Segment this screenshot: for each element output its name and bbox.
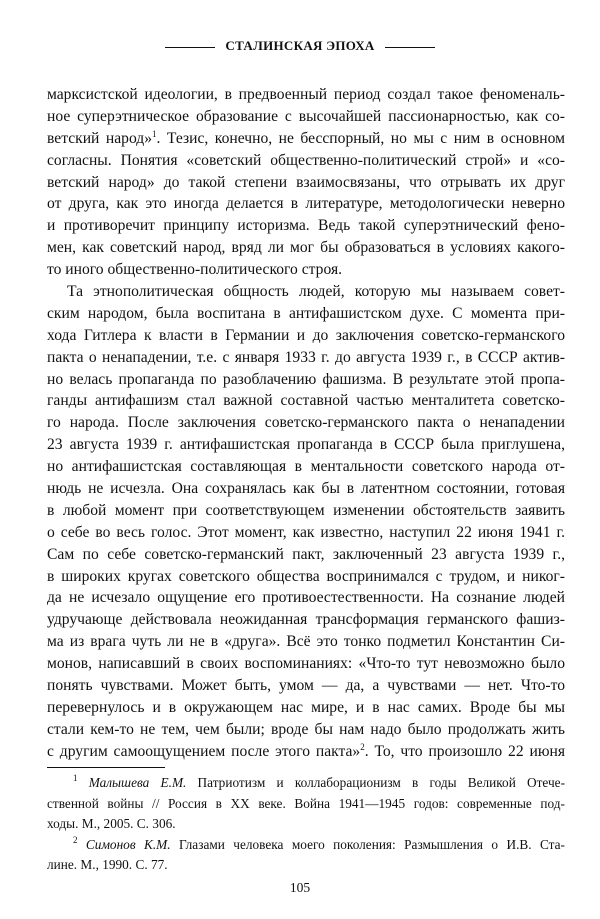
running-header — [0, 38, 600, 54]
text-line: стали кем-то не тем, чем были; вроде бы нам надо было продолжать жить — [47, 720, 565, 738]
text-line: о себе во весь голос. Этот момент, как известно, наступил 22 июня 1941 г. — [47, 523, 565, 541]
text-segment: ветский народ» — [47, 129, 153, 147]
paragraph — [47, 84, 565, 281]
text-line: в любой момент при соответствующем изменении обстоятельств заявить — [47, 501, 565, 519]
footnote-line — [47, 835, 565, 856]
text-line: согласны. Понятия «советский общественно-политический строй» и «со- — [47, 151, 565, 169]
footnote-line — [47, 773, 565, 794]
text-line: пакта о ненападении, т.е. с января 1933 г. до августа 1939 г., в СССР актив- — [47, 348, 565, 366]
text-line: го народа. После заключения советско-германского пакта о ненападении — [47, 414, 565, 432]
footnote-text: Глазами человека моего поколения: Размышления о И.В. Ста- — [170, 836, 565, 852]
header-rule-left — [165, 47, 215, 48]
text-line: ма из врага чуть ли не в «друга». Всё это тонко подметил Константин Си- — [47, 633, 565, 651]
footnote-line: ходы. М., 2005. С. 306. — [47, 816, 176, 831]
text-line: но велась пропаганда по разоблачению фашизма. В результате этой пропа- — [47, 370, 565, 388]
text-line: да не исчезало ощущение его противоестественности. На сознание людей — [47, 589, 565, 607]
text-line: в широких кругах советского общества воспринимался с трудом, и никог- — [47, 567, 565, 585]
footnote — [47, 835, 565, 876]
footnotes — [47, 773, 565, 876]
text-line: ганды антифашизм стал важной составной частью менталитета советско- — [47, 392, 565, 410]
footnote-number: 2 — [73, 834, 78, 845]
footnote-ref: 2 — [360, 741, 365, 752]
text-line — [47, 741, 565, 763]
text-line — [47, 128, 565, 150]
text-line: но антифашистская составляющая в ментальности советского народа от- — [47, 458, 565, 476]
text-segment: . Тезис, конечно, не бесспорный, но мы с ним в основном — [156, 129, 565, 147]
header-title: СТАЛИНСКАЯ ЭПОХА — [225, 38, 375, 53]
text-line: марксистской идеологии, в предвоенный период создал такое феноменаль- — [47, 86, 565, 103]
text-line: понять чувствами. Может быть, умом — да, а чувствами — нет. Что-то — [47, 677, 565, 695]
footnote-number: 1 — [73, 773, 78, 783]
text-line: и противоречит принципу историзма. Ведь такой суперэтнический фено- — [47, 217, 565, 235]
text-line: монов, написавший в своих воспоминаниях: «Что-то тут невозможно было — [47, 655, 565, 673]
footnote-author: Симонов К.М. — [85, 836, 171, 852]
footnote-text: Патриотизм и коллаборационизм в годы Великой Отече- — [186, 775, 566, 790]
text-line: перевернулось и в окружающем нас мире, и в нас самих. Вроде бы мы — [47, 698, 565, 716]
footnote-ref: 1 — [152, 128, 157, 139]
text-segment: с другим самоощущением после этого пакта» — [47, 742, 361, 760]
text-segment: . То, что произошло 22 июня — [364, 742, 565, 760]
paragraph — [47, 281, 565, 763]
text-line: 23 августа 1939 г. антифашистская пропаганда в СССР была приглушена, — [47, 436, 565, 454]
text-line: ветский народ» до такой степени взаимосвязаны, что отрывать их друг — [47, 173, 565, 191]
footnote — [47, 773, 565, 835]
footnote-line: ственной войны // Россия в XX веке. Война 1941—1945 годов: современные под- — [47, 795, 565, 811]
text-line: от друга, как это иногда делается в литературе, методологически неверно — [47, 195, 565, 213]
footnote-line: лине. М., 1990. С. 77. — [47, 857, 168, 872]
footnote-separator — [47, 767, 165, 768]
text-line: Сам по себе советско-германский пакт, заключенный 23 августа 1939 г., — [47, 545, 565, 563]
text-line: ное суперэтническое образование с высочайшей пассионарностью, как со- — [47, 107, 565, 125]
header-rule-right — [385, 47, 435, 48]
page-number: 105 — [289, 880, 311, 895]
body-text — [47, 84, 565, 763]
footnote-author: Малышева Е.М. — [88, 775, 187, 790]
text-line: Та этнополитическая общность людей, которую мы называем совет- — [67, 283, 565, 301]
text-line: то иного общественно-политического строя. — [47, 261, 343, 279]
text-line: хода Гитлера к власти в Германии и до заключения советско-германского — [47, 326, 565, 344]
text-line: нюдь не исчезла. Она сохранялась как бы в латентном состоянии, готовая — [47, 480, 565, 498]
text-line: мен, как советский народ, вряд ли мог бы образоваться в условиях какого- — [47, 239, 565, 257]
text-line: удручающе действовала неожиданная трансформация германского фашиз- — [47, 611, 565, 629]
text-line: ским народом, была воспитана в антифашистском духе. С момента при- — [47, 304, 565, 322]
